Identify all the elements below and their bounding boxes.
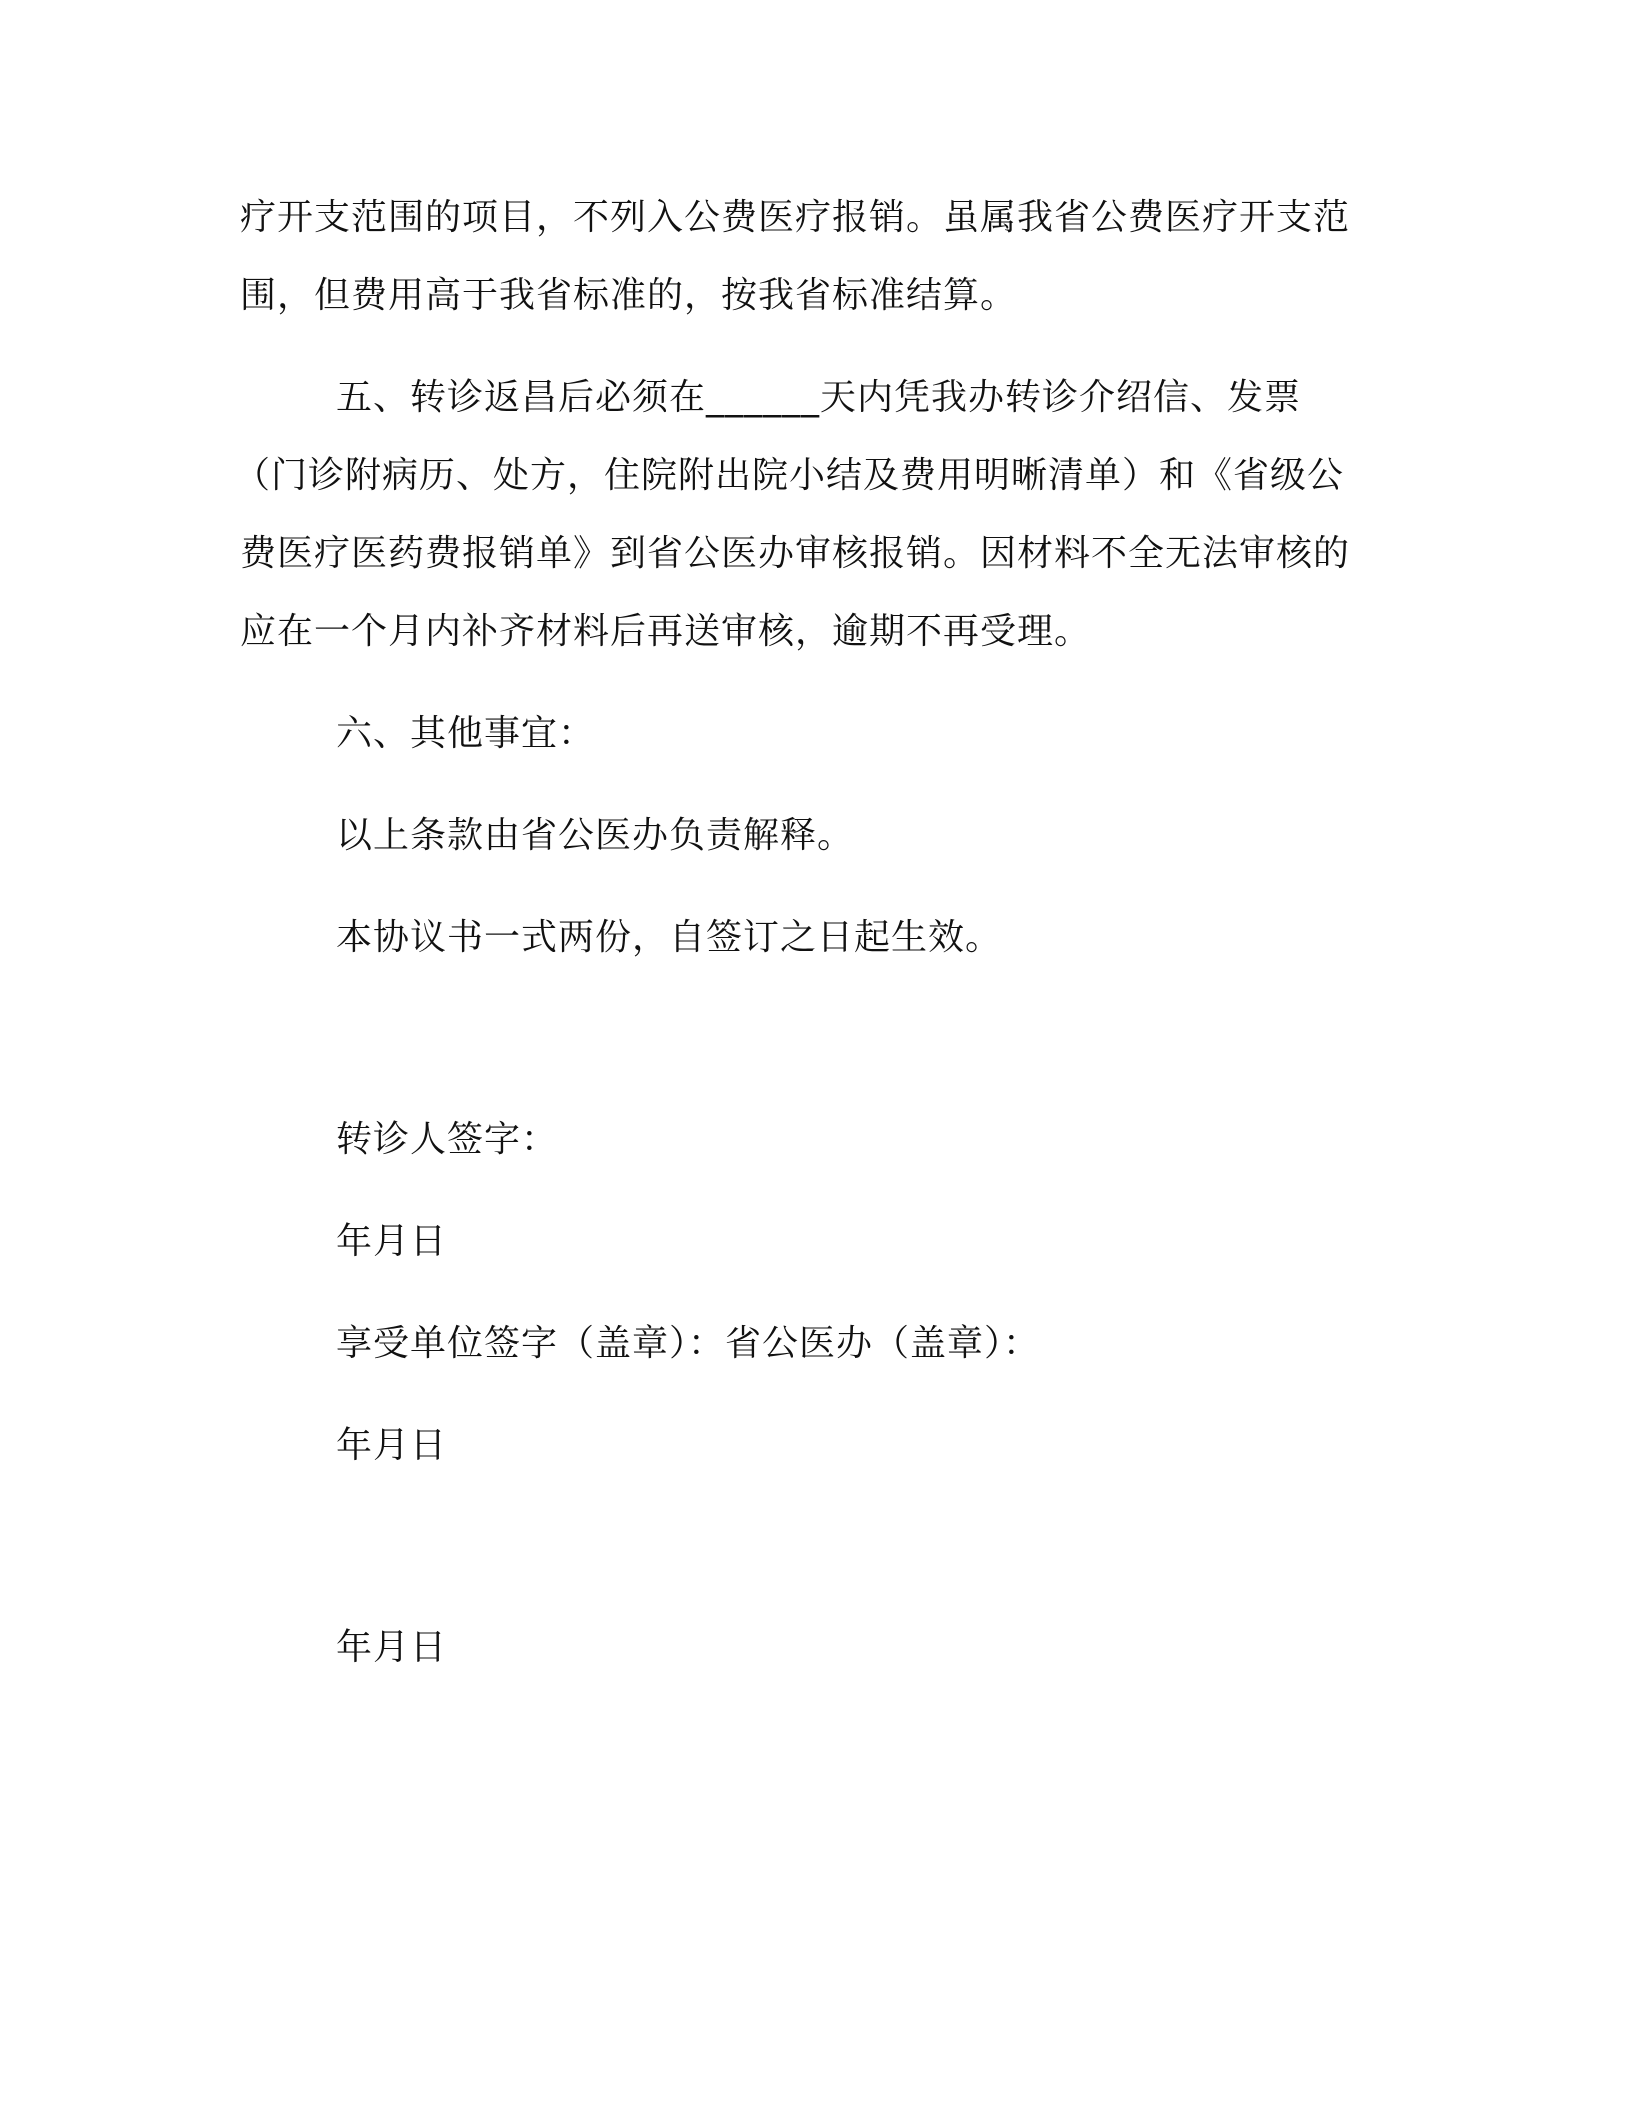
clause-five-line: 应在一个月内补齐材料后再送审核，逾期不再受理。 — [240, 611, 1092, 652]
date-line: 年月日 — [336, 1425, 448, 1466]
paragraph-line: 围，但费用高于我省标准的，按我省标准结算。 — [240, 275, 1018, 316]
date-line: 年月日 — [336, 1221, 448, 1262]
clause-six-heading: 六、其他事宜： — [336, 713, 596, 754]
effective-line: 本协议书一式两份，自签订之日起生效。 — [336, 917, 1003, 958]
clause-five-line: 五、转诊返昌后必须在______天内凭我办转诊介绍信、发票 — [336, 377, 1302, 418]
paragraph-line: 疗开支范围的项目，不列入公费医疗报销。虽属我省公费医疗开支范 — [240, 197, 1351, 238]
date-line: 年月日 — [336, 1627, 448, 1668]
patient-signature-label: 转诊人签字： — [336, 1119, 559, 1160]
clause-five-line: 费医疗医药费报销单》到省公医办审核报销。因材料不全无法审核的 — [240, 533, 1351, 574]
unit-signature-label: 享受单位签字（盖章）：省公医办（盖章）： — [336, 1323, 1041, 1364]
explanation-line: 以上条款由省公医办负责解释。 — [336, 815, 855, 856]
clause-five-line: （门诊附病历、处方，住院附出院小结及费用明晰清单）和《省级公 — [234, 455, 1345, 496]
